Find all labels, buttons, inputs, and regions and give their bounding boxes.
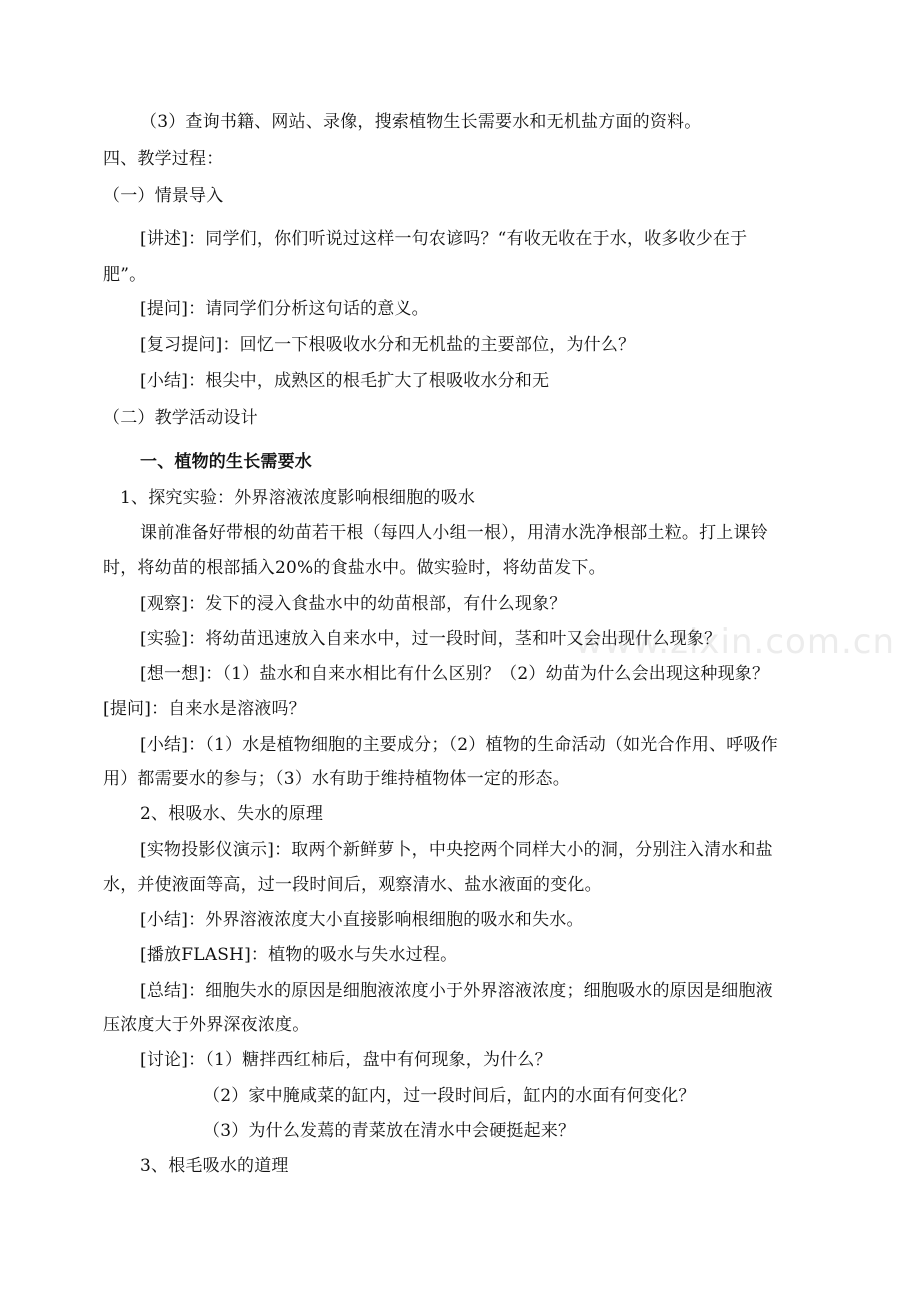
text-line: [讲述]：同学们，你们听说过这样一句农谚吗？“有收无收在于水，收多收少在于 — [140, 229, 748, 249]
text-line: （3）为什么发蔫的青菜放在清水中会硬挺起来？ — [203, 1121, 576, 1141]
text-line: （2）家中腌咸菜的缸内，过一段时间后，缸内的水面有何变化？ — [203, 1086, 696, 1106]
text-line: [实物投影仪演示]：取两个新鲜萝卜，中央挖两个同样大小的洞，分别注入清水和盐 — [140, 840, 773, 860]
text-line: [想一想]：（1）盐水和自来水相比有什么区别？（2）幼苗为什么会出现这种现象？ — [140, 664, 770, 684]
text-line: 肥”。 — [103, 265, 147, 285]
text-line: 3、根毛吸水的道理 — [140, 1156, 289, 1176]
text-line: [播放FLASH]：植物的吸水与失水过程。 — [140, 945, 458, 965]
text-line: [复习提问]：回忆一下根吸收水分和无机盐的主要部位，为什么？ — [140, 335, 636, 355]
subsection-heading: （二）教学活动设计 — [103, 408, 258, 428]
section-heading: 四、教学过程： — [103, 149, 224, 169]
watermark: www.zixin.com.cn — [575, 622, 895, 662]
text-line: 用）都需要水的参与；（3）水有助于维持植物体一定的形态。 — [103, 769, 570, 789]
text-line: [提问]：请同学们分析这句话的意义。 — [140, 299, 429, 319]
text-line: 时，将幼苗的根部插入20%的食盐水中。做实验时，将幼苗发下。 — [103, 558, 606, 578]
text-line: 课前准备好带根的幼苗若干根（每四人小组一根），用清水洗净根部土粒。打上课铃 — [140, 523, 768, 543]
bold-heading: 一、植物的生长需要水 — [140, 452, 312, 472]
subsection-heading: （一）情景导入 — [103, 186, 224, 206]
text-line: [讨论]：（1）糖拌西红柿后，盘中有何现象，为什么？ — [140, 1050, 552, 1070]
text-line: （3）查询书籍、网站、录像，搜索植物生长需要水和无机盐方面的资料。 — [140, 112, 702, 132]
text-line: 压浓度大于外界深夜浓度。 — [103, 1015, 310, 1035]
text-line: [小结]：外界溶液浓度大小直接影响根细胞的吸水和失水。 — [140, 910, 584, 930]
text-line: [实验]：将幼苗迅速放入自来水中，过一段时间，茎和叶又会出现什么现象？ — [140, 629, 722, 649]
text-line: [小结]：根尖中，成熟区的根毛扩大了根吸收水分和无 — [140, 371, 550, 391]
text-line: 1、探究实验：外界溶液浓度影响根细胞的吸水 — [120, 488, 476, 508]
text-line: 2、根吸水、失水的原理 — [140, 804, 324, 824]
text-line: [提问]：自来水是溶液吗？ — [103, 699, 306, 719]
text-line: [小结]：（1）水是植物细胞的主要成分；（2）植物的生命活动（如光合作用、呼吸作 — [140, 735, 778, 755]
text-line: [总结]：细胞失水的原因是细胞液浓度小于外界溶液浓度；细胞吸水的原因是细胞液 — [140, 981, 773, 1001]
text-line: [观察]：发下的浸入食盐水中的幼苗根部，有什么现象？ — [140, 594, 567, 614]
text-line: 水，并使液面等高，过一段时间后，观察清水、盐水液面的变化。 — [103, 875, 602, 895]
